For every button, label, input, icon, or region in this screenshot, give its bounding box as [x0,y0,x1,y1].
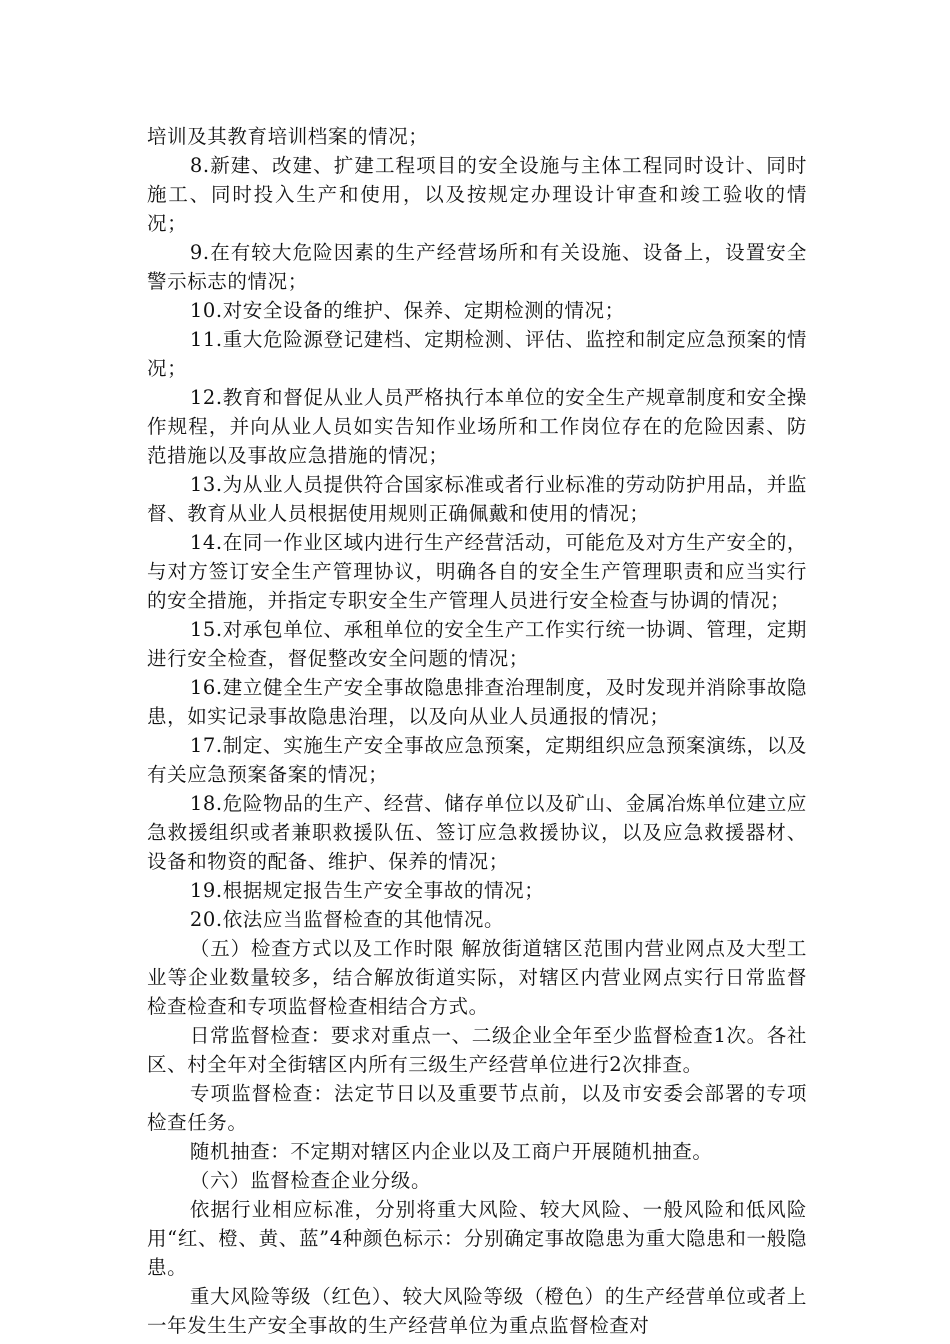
paragraph-13: 19.根据规定报告生产安全事故的情况； [189,879,545,902]
paragraph-1: 培训及其教育培训档案的情况； [147,125,429,148]
paragraph-11: 17.制定、实施生产安全事故应急预案，定期组织应急预案演练，以及有关应急预案备案的情况； [147,734,807,786]
paragraph-9: 15.对承包单位、承租单位的安全生产工作实行统一协调、管理，定期进行安全检查，督促整改安全问题的情况； [147,618,807,670]
paragraph-2: 8.新建、改建、扩建工程项目的安全设施与主体工程同时设计、同时施工、同时投入生产和使用，以及按规定办理设计审查和竣工验收的情况； [147,154,807,235]
document-body [147,122,807,1340]
paragraph-18: 随机抽查：不定期对辖区内企业以及工商户开展随机抽查。 [189,1140,713,1163]
paragraph-4: 10.对安全设备的维护、保养、定期检测的情况； [189,299,625,322]
paragraph-15: （五）检查方式以及工作时限 解放街道辖区范围内营业网点及大型工业等企业数量较多，结合解放街道实际，对辖区内营业网点实行日常监督检查检查和专项监督检查相结合方式。 [147,937,807,1018]
paragraph-3: 9.在有较大危险因素的生产经营场所和有关设施、设备上，设置安全警示标志的情况； [147,241,807,293]
paragraph-8: 14.在同一作业区域内进行生产经营活动，可能危及对方生产安全的，与对方签订安全生产管理协议，明确各自的安全生产管理职责和应当实行的安全措施，并指定专职安全生产管理人员进行安全检查与协调的情况； [147,531,807,612]
paragraph-5: 11.重大危险源登记建档、定期检测、评估、监控和制定应急预案的情况； [147,328,807,380]
paragraph-10: 16.建立健全生产安全事故隐患排查治理制度，及时发现并消除事故隐患，如实记录事故隐患治理，以及向从业人员通报的情况； [147,676,807,728]
paragraph-21: 重大风险等级（红色）、较大风险等级（橙色）的生产经营单位或者上一年发生生产安全事故的生产经营单位为重点监督检查对 [147,1285,807,1337]
paragraph-16: 日常监督检查：要求对重点一、二级企业全年至少监督检查1次。各社区、村全年对全街辖区内所有三级生产经营单位进行2次排查。 [147,1024,807,1076]
paragraph-12: 18.危险物品的生产、经营、储存单位以及矿山、金属冶炼单位建立应急救援组织或者兼职救援队伍、签订应急救援协议，以及应急救援器材、设备和物资的配备、维护、保养的情况； [147,792,807,873]
paragraph-19: （六）监督检查企业分级。 [189,1169,432,1192]
paragraph-17: 专项监督检查：法定节日以及重要节点前，以及市安委会部署的专项检查任务。 [147,1082,807,1134]
paragraph-14: 20.依法应当监督检查的其他情况。 [189,908,505,931]
paragraph-7: 13.为从业人员提供符合国家标准或者行业标准的劳动防护用品，并监督、教育从业人员根据使用规则正确佩戴和使用的情况； [147,473,807,525]
paragraph-20: 依据行业相应标准，分别将重大风险、较大风险、一般风险和低风险用“红、橙、黄、蓝”4种颜色标示：分别确定事故隐患为重大隐患和一般隐患。 [147,1198,807,1279]
paragraph-6: 12.教育和督促从业人员严格执行本单位的安全生产规章制度和安全操作规程，并向从业人员如实告知作业场所和工作岗位存在的危险因素、防范措施以及事故应急措施的情况； [147,386,807,467]
